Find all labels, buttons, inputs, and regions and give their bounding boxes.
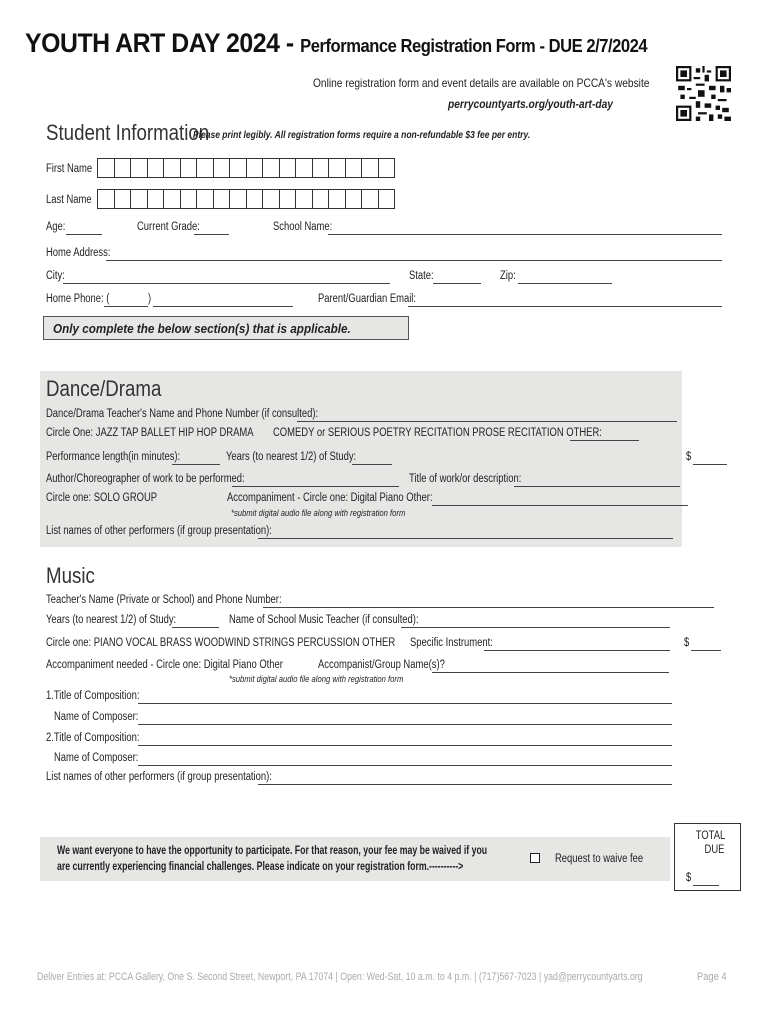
- dance-heading: Dance/Drama: [46, 376, 162, 401]
- music-fee-field[interactable]: [691, 650, 721, 651]
- school-field[interactable]: [328, 234, 722, 235]
- first-name-label: First Name: [46, 163, 93, 175]
- dance-fee-label: $: [686, 451, 692, 463]
- dance-other-performers-label: List names of other performers (if group presentation):: [46, 525, 272, 537]
- title-subtitle: Performance Registration Form - DUE 2/7/2024: [300, 36, 648, 56]
- music-fee-label: $: [684, 637, 690, 649]
- dance-accompaniment-field[interactable]: [432, 505, 688, 506]
- state-label: State:: [409, 270, 434, 282]
- total-fee-label: $: [686, 872, 692, 884]
- music-years-field[interactable]: [172, 627, 219, 628]
- phone-close: ): [148, 293, 152, 305]
- title-main: YOUTH ART DAY 2024 -: [25, 28, 294, 58]
- city-field[interactable]: [63, 283, 390, 284]
- zip-label: Zip:: [500, 270, 516, 282]
- music-composer1-label: Name of Composer:: [54, 711, 139, 723]
- dance-teacher-label: Dance/Drama Teacher's Name and Phone Number (if consulted):: [46, 408, 319, 420]
- music-instrument-field[interactable]: [484, 650, 670, 651]
- parent-email-field[interactable]: [408, 306, 722, 307]
- phone-label: Home Phone: (: [46, 293, 110, 305]
- music-other-performers-field[interactable]: [258, 784, 672, 785]
- dance-solo-group: Circle one: SOLO GROUP: [46, 492, 158, 504]
- music-years-label: Years (to nearest 1/2) of Study:: [46, 614, 177, 626]
- online-note: Online registration form and event details are available on PCCA's website: [313, 76, 650, 90]
- dance-years-label: Years (to nearest 1/2) of Study:: [226, 451, 357, 463]
- music-accompanist-field[interactable]: [432, 672, 669, 673]
- age-label: Age:: [46, 221, 66, 233]
- page-title: [25, 28, 647, 59]
- dance-author-field[interactable]: [232, 486, 399, 487]
- music-title2-field[interactable]: [138, 745, 672, 746]
- music-school-teacher-field[interactable]: [401, 627, 670, 628]
- music-teacher-field[interactable]: [263, 607, 714, 608]
- school-label: School Name:: [273, 221, 333, 233]
- grade-field[interactable]: [194, 234, 229, 235]
- music-school-teacher-label: Name of School Music Teacher (if consulted):: [229, 614, 419, 626]
- first-name-field[interactable]: [97, 158, 394, 178]
- music-audio-note: *submit digital audio file along with registration form: [229, 674, 404, 684]
- instruction-text: Please print legibly. All registration forms require a non-refundable $3 fee per entry.: [193, 130, 531, 141]
- dance-title-label: Title of work/or description:: [409, 473, 522, 485]
- parent-email-label: Parent/Guardian Email:: [318, 293, 417, 305]
- footer-text: Deliver Entries at: PCCA Gallery, One S. Second Street, Newport, PA 17074 | Open: Wed-Sat, 10 a.m. to 4 p.m. | (717)567-7023 | yad@perrycountyarts.org: [37, 971, 643, 983]
- dance-other-performers-field[interactable]: [258, 538, 673, 539]
- dance-other-field[interactable]: [570, 440, 639, 441]
- dance-circle-one-b: COMEDY or SERIOUS POETRY RECITATION PROSE RECITATION OTHER:: [273, 427, 602, 439]
- dance-title-field[interactable]: [514, 486, 680, 487]
- zip-field[interactable]: [518, 283, 612, 284]
- dance-years-field[interactable]: [352, 464, 392, 465]
- music-title2-label: 2.Title of Composition:: [46, 732, 140, 744]
- dance-teacher-field[interactable]: [297, 421, 677, 422]
- waive-fee-label: Request to waive fee: [555, 853, 644, 865]
- dance-audio-note: *submit digital audio file along with registration form: [231, 508, 406, 518]
- dance-fee-field[interactable]: [693, 464, 727, 465]
- music-composer2-label: Name of Composer:: [54, 752, 139, 764]
- music-other-performers-label: List names of other performers (if group presentation):: [46, 771, 272, 783]
- dance-length-field[interactable]: [172, 464, 220, 465]
- city-label: City:: [46, 270, 65, 282]
- music-circle-one: Circle one: PIANO VOCAL BRASS WOODWIND STRINGS PERCUSSION OTHER: [46, 637, 396, 649]
- grade-label: Current Grade:: [137, 221, 200, 233]
- music-accompaniment-label: Accompaniment needed - Circle one: Digital Piano Other: [46, 659, 283, 671]
- waiver-text-line2: are currently experiencing financial challenges. Please indicate on your registration form.---------->: [57, 861, 464, 873]
- website-link[interactable]: perrycountyarts.org/youth-art-day: [448, 97, 613, 111]
- address-field[interactable]: [106, 260, 722, 261]
- state-field[interactable]: [433, 283, 481, 284]
- music-composer1-field[interactable]: [138, 724, 672, 725]
- music-composer2-field[interactable]: [138, 765, 672, 766]
- dance-author-label: Author/Choreographer of work to be performed:: [46, 473, 245, 485]
- address-label: Home Address:: [46, 247, 111, 259]
- dance-circle-one-a: Circle One: JAZZ TAP BALLET HIP HOP DRAMA: [46, 427, 254, 439]
- waive-fee-checkbox[interactable]: [530, 853, 540, 863]
- last-name-field[interactable]: [97, 189, 394, 209]
- total-fee-field[interactable]: [693, 885, 719, 886]
- music-heading: Music: [46, 563, 95, 588]
- waiver-text-line1: We want everyone to have the opportunity to participate. For that reason, your fee may be waived if you: [57, 845, 488, 857]
- qr-code-icon: [676, 66, 731, 121]
- last-name-label: Last Name: [46, 194, 92, 206]
- age-field[interactable]: [66, 234, 102, 235]
- music-title1-field[interactable]: [138, 703, 672, 704]
- dance-length-label: Performance length(in minutes):: [46, 451, 181, 463]
- music-teacher-label: Teacher's Name (Private or School) and Phone Number:: [46, 594, 282, 606]
- student-info-heading: Student Information: [46, 120, 210, 145]
- phone-field[interactable]: [153, 306, 293, 307]
- phone-area-field[interactable]: [104, 306, 148, 307]
- due-label: DUE: [704, 844, 725, 856]
- music-instrument-label: Specific Instrument:: [410, 637, 493, 649]
- applicable-note: Only complete the below section(s) that is applicable.: [53, 321, 351, 336]
- page-number: Page 4: [697, 971, 727, 983]
- total-label: TOTAL: [695, 830, 726, 842]
- dance-accompaniment-label: Accompaniment - Circle one: Digital Piano Other:: [227, 492, 433, 504]
- music-accompanist-label: Accompanist/Group Name(s)?: [318, 659, 445, 671]
- music-title1-label: 1.Title of Composition:: [46, 690, 140, 702]
